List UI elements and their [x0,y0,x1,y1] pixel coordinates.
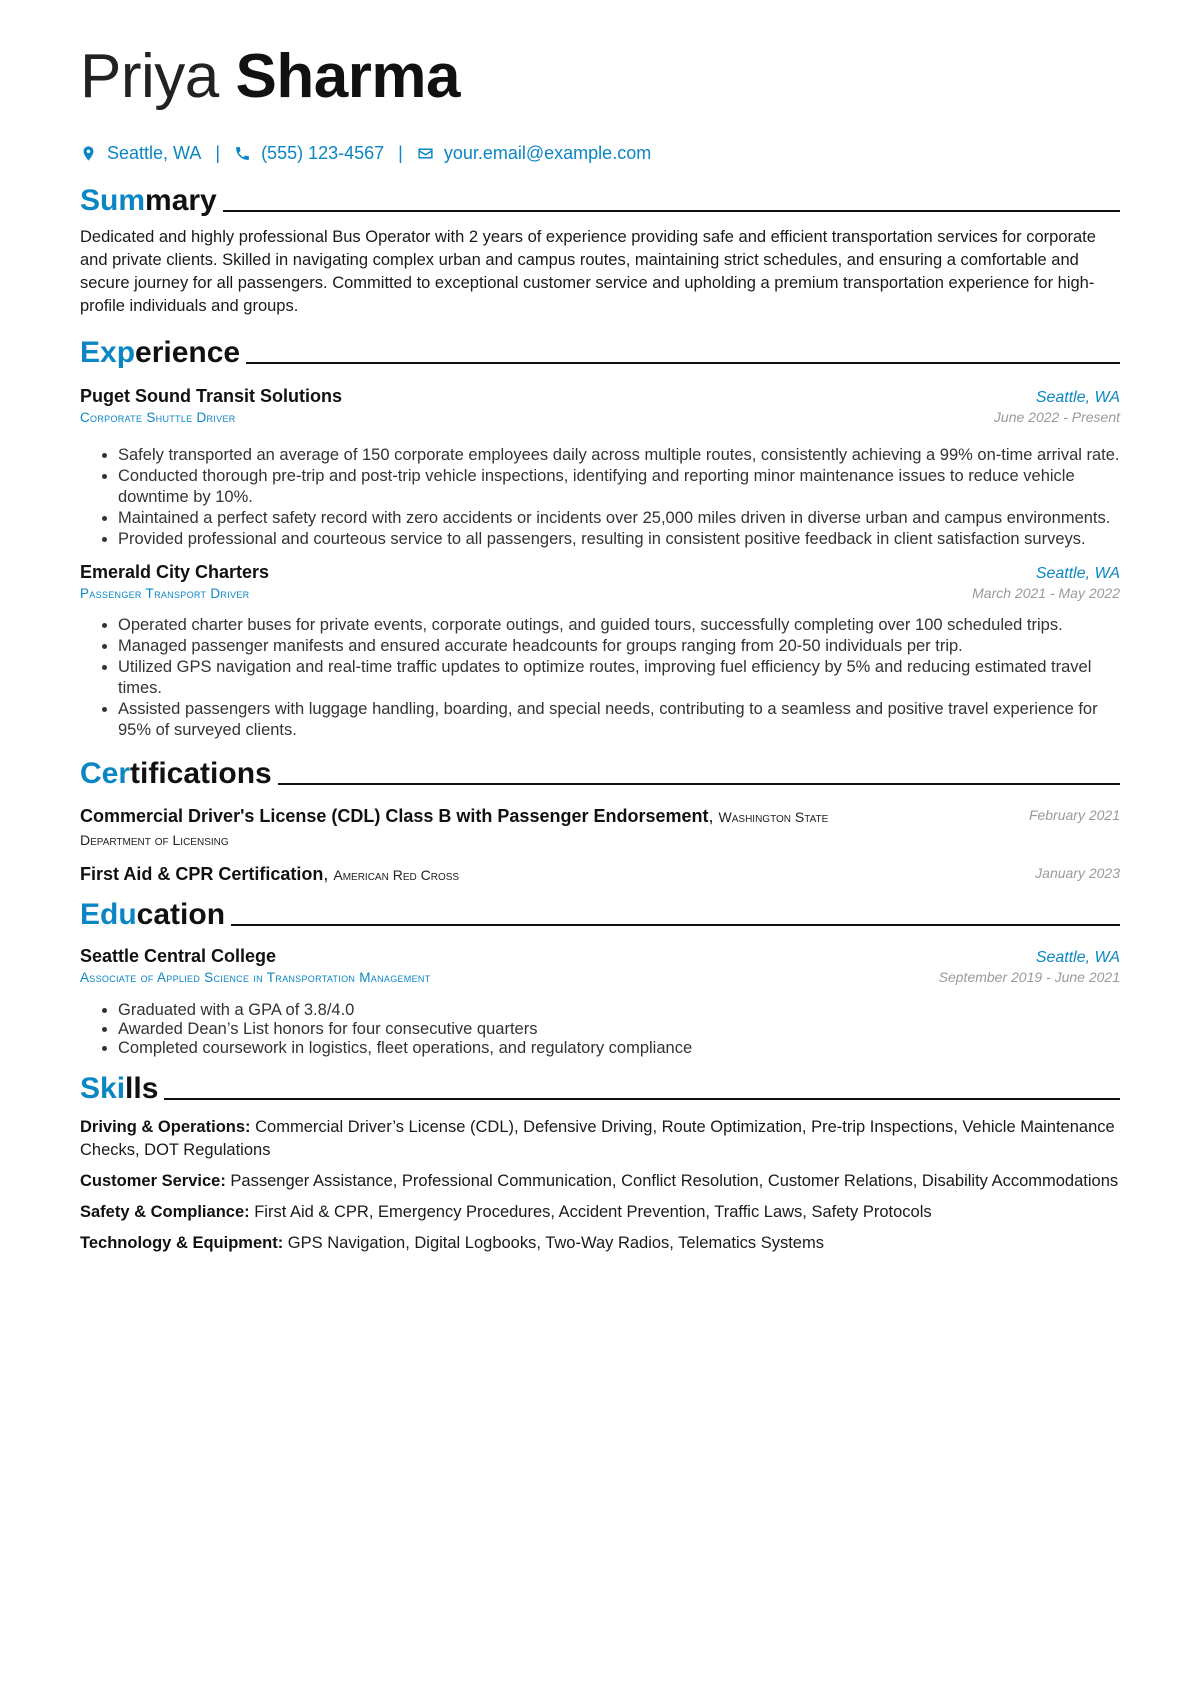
list-item: • Provided professional and courteous service to all passengers, resulting in consistent positive feedback in client satisfaction surveys. [118,529,1120,550]
section-title: Certifications [80,757,272,790]
resume-name [80,40,1120,114]
section-title: Skills [80,1072,159,1105]
certification-entry: Commercial Driver's License (CDL) Class B with Passenger Endorsement, Washington State Department of Licensing February 2021 [80,806,1120,848]
contact-separator: | [215,142,221,163]
section-divider [278,783,1120,785]
certification-date: January 2023 [1035,865,1120,881]
contact-location [80,143,201,164]
education-heading [80,894,1120,932]
contact-phone[interactable] [234,143,384,164]
job-title: Passenger Transport Driver [80,586,250,601]
envelope-icon [417,144,434,163]
skill-group [80,1201,1120,1224]
school-location: Seattle, WA [1035,949,1120,966]
list-item: • Conducted thorough pre-trip and post-trip vehicle inspections, identifying and reporting minor maintenance issues to reduce vehicle downtime by 10%. [118,466,1120,508]
last-name: Sharma [235,42,460,111]
education-bullets [80,1001,1120,1058]
skill-category: Safety & Compliance: [80,1203,250,1221]
section-title: Education [80,898,226,931]
degree-name: Associate of Applied Science in Transportation Management [80,970,431,985]
section-divider [223,210,1120,212]
skill-list: First Aid & CPR, Emergency Procedures, Accident Prevention, Traffic Laws, Safety Protocols [254,1203,932,1221]
job-bullets [80,445,1120,550]
contact-line [80,138,1120,168]
job-bullets [80,615,1120,741]
experience-entry [80,386,1120,550]
summary-text: Dedicated and highly professional Bus Operator with 2 years of experience providing safe and efficient transportation services for corporate and private clients. Skilled in navigating complex urban and campus routes, maintaining strict schedules, and ensuring a comfortable and secure journey for all passengers. Committed to exceptional customer service and upholding a premium transportation experience for high-profile individuals and groups. [80,228,1096,315]
job-dates: March 2021 - May 2022 [972,585,1120,601]
section-divider [164,1098,1120,1100]
section-title: Experience [80,336,241,369]
certification-name: First Aid & CPR Certification [80,864,324,884]
skill-list: Passenger Assistance, Professional Communication, Conflict Resolution, Customer Relations, Disability Accommodations [230,1172,1119,1190]
job-dates: June 2022 - Present [993,409,1120,425]
skill-list: Commercial Driver’s License (CDL), Defensive Driving, Route Optimization, Pre-trip Inspections, Vehicle Maintenance Checks, DOT Regulations [80,1118,1115,1159]
certifications-heading [80,753,1120,791]
certification-date: February 2021 [1028,807,1120,823]
contact-separator: | [398,142,403,163]
experience-entry [80,562,1120,741]
phone-text: (555) 123-4567 [261,142,385,163]
email-link[interactable]: your.email@example.com [443,142,652,163]
skills-heading [80,1068,1120,1106]
list-item: • Graduated with a GPA of 3.8/4.0 [118,1001,1120,1020]
section-divider [246,362,1120,364]
skill-category: Customer Service: [80,1172,226,1190]
list-item: • Safely transported an average of 150 corporate employees daily across multiple routes, consistently achieving a 99% on-time arrival rate. [118,445,1120,466]
company-name: Emerald City Charters [80,562,270,582]
education-entry [80,946,1120,1058]
certification-name: Commercial Driver's License (CDL) Class B with Passenger Endorsement [80,806,709,826]
certification-issuer: American Red Cross [333,867,460,883]
phone-icon [234,144,251,163]
list-item: • Completed coursework in logistics, fleet operations, and regulatory compliance [118,1039,1120,1058]
summary-heading [80,180,1120,218]
section-divider [231,924,1120,926]
skill-group [80,1116,1120,1162]
company-name: Puget Sound Transit Solutions [80,386,343,406]
school-name: Seattle Central College [80,946,277,966]
job-title: Corporate Shuttle Driver [80,410,236,425]
map-pin-icon [80,144,97,163]
first-name: Priya [80,42,219,111]
contact-email[interactable] [417,143,651,164]
list-item: • Assisted passengers with luggage handling, boarding, and special needs, contributing to a seamless and positive travel experience for 95% of surveyed clients. [118,699,1120,741]
experience-heading [80,332,1120,370]
section-title: Summary [80,184,217,217]
certification-entry: First Aid & CPR Certification, American Red Cross January 2023 [80,864,1120,884]
list-item: • Managed passenger manifests and ensured accurate headcounts for groups ranging from 20-50 individuals per trip. [118,636,1120,657]
location-text: Seattle, WA [107,142,202,163]
skill-category: Technology & Equipment: [80,1234,284,1252]
job-location: Seattle, WA [1035,389,1120,406]
skill-list: GPS Navigation, Digital Logbooks, Two-Way Radios, Telematics Systems [287,1234,824,1252]
skill-group [80,1170,1120,1193]
job-location: Seattle, WA [1035,565,1120,582]
education-dates: September 2019 - June 2021 [938,969,1120,985]
skill-group [80,1232,1120,1255]
list-item: • Utilized GPS navigation and real-time traffic updates to optimize routes, improving fuel efficiency by 5% and reducing estimated travel times. [118,657,1120,699]
certification-issuer: Washington State Department of Licensing [80,809,829,848]
skill-category: Driving & Operations: [80,1118,251,1136]
list-item: • Awarded Dean’s List honors for four consecutive quarters [118,1020,1120,1039]
list-item: • Operated charter buses for private events, corporate outings, and guided tours, successfully completing over 100 scheduled trips. [118,615,1120,636]
list-item: • Maintained a perfect safety record with zero accidents or incidents over 25,000 miles driven in diverse urban and campus environments. [118,508,1120,529]
